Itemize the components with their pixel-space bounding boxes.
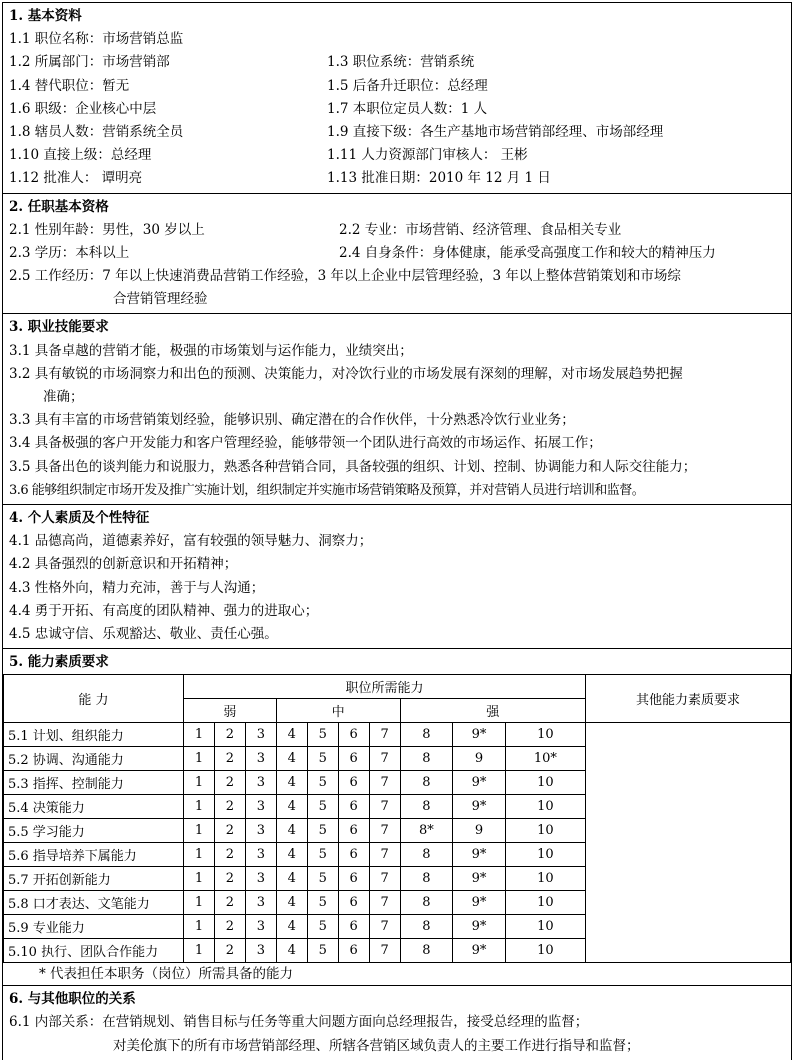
rating-cell: 4 — [276, 843, 307, 867]
rating-cell: 9* — [453, 867, 506, 891]
list-item: 6.1 内部关系：在营销规划、销售目标与任务等重大问题方面向总经理报告，接受总经理的监督； — [9, 1014, 589, 1031]
list-item: 4.4 勇于开拓、有高度的团队精神、强力的进取心； — [9, 602, 319, 619]
rating-cell: 3 — [245, 867, 276, 891]
field-condition: 2.4 自身条件：身体健康，能承受高强度工作和较大的精神压力 — [339, 244, 716, 261]
rating-cell: 9 — [453, 747, 506, 771]
rating-cell: 4 — [276, 795, 307, 819]
rating-cell: 7 — [369, 915, 400, 939]
rating-cell: 1 — [184, 723, 215, 747]
field-row — [9, 219, 785, 242]
rating-cell: 1 — [184, 843, 215, 867]
rating-cell: 8 — [400, 723, 453, 747]
list-item: 3.6 能够组织制定市场开发及推广实施计划，组织制定并实施市场营销策略及预算，并对营销人员进行培训和监督。 — [9, 482, 645, 498]
rating-cell: 3 — [245, 771, 276, 795]
header-mid: 中 — [276, 699, 400, 723]
rating-cell: 10 — [505, 771, 585, 795]
rating-cell: 6 — [338, 819, 369, 843]
field-approval-date: 1.13 批准日期：2010 年 12 月 1 日 — [327, 170, 551, 187]
section-personal-qualities — [3, 505, 791, 649]
rating-cell: 9* — [453, 843, 506, 867]
rating-cell: 7 — [369, 819, 400, 843]
header-other: 其他能力素质要求 — [586, 675, 791, 723]
list-item: 4.5 忠诚守信、乐观豁达、敬业、责任心强。 — [9, 625, 278, 642]
rating-cell: 3 — [245, 795, 276, 819]
header-strong: 强 — [400, 699, 585, 723]
list-item: 3.3 具有丰富的市场营销策划经验，能够识别、确定潜在的合作伙伴，十分熟悉冷饮行业业务； — [9, 412, 575, 429]
rating-cell: 7 — [369, 939, 400, 963]
field-row — [9, 167, 785, 190]
ability-label: 5.8 口才表达、文笔能力 — [4, 891, 184, 915]
section-title: 1. 基本资料 — [9, 8, 82, 24]
field-substitute: 1.4 替代职位：暂无 — [9, 77, 130, 94]
rating-cell: 8 — [400, 795, 453, 819]
rating-cell: 6 — [338, 867, 369, 891]
ability-label: 5.1 计划、组织能力 — [4, 723, 184, 747]
table-row — [4, 723, 791, 747]
list-item: 4.3 性格外向，精力充沛，善于与人沟通； — [9, 579, 265, 596]
rating-cell: 4 — [276, 771, 307, 795]
rating-cell: 4 — [276, 867, 307, 891]
section-qualifications — [3, 194, 791, 315]
rating-cell: 5 — [307, 747, 338, 771]
rating-cell: 8 — [400, 939, 453, 963]
rating-cell: 1 — [184, 915, 215, 939]
rating-cell: 8* — [400, 819, 453, 843]
competency-table — [3, 674, 791, 963]
rating-cell: 4 — [276, 819, 307, 843]
rating-cell: 6 — [338, 747, 369, 771]
field-headcount: 1.7 本职位定员人数：1 人 — [327, 100, 488, 117]
field-grade: 1.6 职级：企业核心中层 — [9, 100, 157, 117]
rating-cell: 6 — [338, 891, 369, 915]
rating-cell: 2 — [214, 915, 245, 939]
field-education: 2.3 学历：本科以上 — [9, 244, 130, 261]
section-title: 5. 能力素质要求 — [9, 654, 109, 671]
rating-cell: 6 — [338, 843, 369, 867]
rating-cell: 7 — [369, 723, 400, 747]
ability-label: 5.9 专业能力 — [4, 915, 184, 939]
rating-cell: 5 — [307, 771, 338, 795]
rating-cell: 3 — [245, 939, 276, 963]
rating-cell: 6 — [338, 795, 369, 819]
rating-cell: 10* — [505, 747, 585, 771]
header-ability: 能 力 — [4, 675, 184, 723]
field-gender-age: 2.1 性别年龄：男性，30 岁以上 — [9, 221, 205, 238]
ability-label: 5.3 指挥、控制能力 — [4, 771, 184, 795]
rating-cell: 9* — [453, 915, 506, 939]
ability-label: 5.7 开拓创新能力 — [4, 867, 184, 891]
rating-cell: 2 — [214, 795, 245, 819]
table-note: * 代表担任本职务（岗位）所需具备的能力 — [39, 966, 294, 983]
rating-cell: 1 — [184, 867, 215, 891]
rating-cell: 9* — [453, 723, 506, 747]
rating-cell: 7 — [369, 867, 400, 891]
field-row — [9, 144, 785, 167]
section-title: 3. 职业技能要求 — [9, 319, 109, 336]
field-position-name: 1.1 职位名称：市场营销总监 — [9, 31, 184, 48]
field-row — [9, 51, 785, 74]
rating-cell: 8 — [400, 915, 453, 939]
rating-cell: 2 — [214, 939, 245, 963]
section-title: 4. 个人素质及个性特征 — [9, 509, 150, 526]
rating-cell: 5 — [307, 723, 338, 747]
list-item: 3.1 具备卓越的营销才能，极强的市场策划与运作能力，业绩突出； — [9, 342, 413, 359]
job-description-document — [2, 2, 792, 1060]
field-hr-reviewer: 1.11 人力资源部门审核人： 王彬 — [327, 147, 528, 164]
rating-cell: 3 — [245, 915, 276, 939]
rating-cell: 8 — [400, 747, 453, 771]
rating-cell: 6 — [338, 939, 369, 963]
rating-cell: 1 — [184, 747, 215, 771]
ability-label: 5.2 协调、沟通能力 — [4, 747, 184, 771]
list-item: 4.1 品德高尚，道德素养好，富有较强的领导魅力、洞察力； — [9, 533, 373, 550]
other-requirements-cell — [586, 723, 791, 963]
rating-cell: 5 — [307, 891, 338, 915]
list-item: 3.2 具有敏锐的市场洞察力和出色的预测、决策能力，对冷饮行业的市场发展有深刻的理解，对市场发展趋势把握 — [9, 365, 683, 382]
field-staff: 1.8 辖员人数：营销系统全员 — [9, 123, 184, 140]
rating-cell: 7 — [369, 795, 400, 819]
rating-cell: 5 — [307, 843, 338, 867]
rating-cell: 8 — [400, 771, 453, 795]
field-major: 2.2 专业：市场营销、经济管理、食品相关专业 — [339, 221, 622, 238]
ability-label: 5.10 执行、团队合作能力 — [4, 939, 184, 963]
header-required: 职位所需能力 — [184, 675, 586, 699]
rating-cell: 2 — [214, 891, 245, 915]
rating-cell: 10 — [505, 723, 585, 747]
rating-cell: 9* — [453, 939, 506, 963]
rating-cell: 5 — [307, 867, 338, 891]
rating-cell: 5 — [307, 819, 338, 843]
section-relations — [3, 986, 791, 1060]
rating-cell: 1 — [184, 771, 215, 795]
rating-cell: 3 — [245, 891, 276, 915]
rating-cell: 6 — [338, 771, 369, 795]
rating-cell: 6 — [338, 723, 369, 747]
list-item: 3.5 具备出色的谈判能力和说服力，熟悉各种营销合同，具备较强的组织、计划、控制、协调能力和人际交往能力； — [9, 458, 697, 475]
rating-cell: 3 — [245, 843, 276, 867]
section-title: 6. 与其他职位的关系 — [9, 991, 136, 1008]
rating-cell: 9 — [453, 819, 506, 843]
list-item: 4.2 具备强烈的创新意识和开拓精神； — [9, 556, 238, 573]
rating-cell: 8 — [400, 891, 453, 915]
list-item-cont: 准确； — [43, 389, 84, 405]
rating-cell: 9* — [453, 771, 506, 795]
rating-cell: 8 — [400, 867, 453, 891]
rating-cell: 7 — [369, 843, 400, 867]
rating-cell: 4 — [276, 915, 307, 939]
field-department: 1.2 所属部门：市场营销部 — [9, 54, 170, 71]
rating-cell: 10 — [505, 915, 585, 939]
field-row — [9, 98, 785, 121]
rating-cell: 10 — [505, 795, 585, 819]
rating-cell: 9* — [453, 795, 506, 819]
rating-cell: 4 — [276, 747, 307, 771]
rating-cell: 8 — [400, 843, 453, 867]
rating-cell: 2 — [214, 867, 245, 891]
section-title: 2. 任职基本资格 — [9, 198, 109, 215]
rating-cell: 4 — [276, 723, 307, 747]
field-row — [9, 121, 785, 144]
section-skills — [3, 314, 791, 505]
ability-label: 5.6 指导培养下属能力 — [4, 843, 184, 867]
rating-cell: 7 — [369, 771, 400, 795]
section-competency — [3, 649, 791, 986]
rating-cell: 5 — [307, 939, 338, 963]
field-position-system: 1.3 职位系统：营销系统 — [327, 54, 475, 71]
section-basic-info — [3, 3, 791, 194]
field-row — [9, 75, 785, 98]
field-experience-cont: 合营销管理经验 — [113, 291, 208, 308]
field-row — [9, 242, 785, 265]
field-promotion: 1.5 后备升迁职位：总经理 — [327, 77, 488, 94]
rating-cell: 1 — [184, 795, 215, 819]
field-approver: 1.12 批准人： 谭明亮 — [9, 170, 143, 187]
rating-cell: 2 — [214, 723, 245, 747]
rating-cell: 1 — [184, 939, 215, 963]
rating-cell: 3 — [245, 723, 276, 747]
rating-cell: 3 — [245, 819, 276, 843]
rating-cell: 5 — [307, 915, 338, 939]
rating-cell: 10 — [505, 939, 585, 963]
field-superior: 1.10 直接上级：总经理 — [9, 147, 152, 164]
rating-cell: 4 — [276, 939, 307, 963]
header-weak: 弱 — [184, 699, 277, 723]
rating-cell: 7 — [369, 747, 400, 771]
list-item: 3.4 具备极强的客户开发能力和客户管理经验，能够带领一个团队进行高效的市场运作、拓展工作； — [9, 435, 602, 452]
rating-cell: 3 — [245, 747, 276, 771]
rating-cell: 6 — [338, 915, 369, 939]
rating-cell: 1 — [184, 819, 215, 843]
ability-label: 5.4 决策能力 — [4, 795, 184, 819]
rating-cell: 2 — [214, 771, 245, 795]
field-experience: 2.5 工作经历：7 年以上快速消费品营销工作经验，3 年以上企业中层管理经验，3 年以上整体营销策划和市场综 — [9, 268, 681, 285]
rating-cell: 2 — [214, 843, 245, 867]
rating-cell: 7 — [369, 891, 400, 915]
rating-cell: 10 — [505, 843, 585, 867]
rating-cell: 2 — [214, 819, 245, 843]
rating-cell: 2 — [214, 747, 245, 771]
ability-label: 5.5 学习能力 — [4, 819, 184, 843]
list-item-cont: 对美伦旗下的所有市场营销部经理、所辖各营销区域负责人的主要工作进行指导和监督； — [113, 1037, 640, 1054]
rating-cell: 10 — [505, 891, 585, 915]
rating-cell: 1 — [184, 891, 215, 915]
rating-cell: 10 — [505, 819, 585, 843]
rating-cell: 5 — [307, 795, 338, 819]
rating-cell: 9* — [453, 891, 506, 915]
rating-cell: 10 — [505, 867, 585, 891]
field-subordinates: 1.9 直接下级：各生产基地市场营销部经理、市场部经理 — [327, 123, 664, 140]
rating-cell: 4 — [276, 891, 307, 915]
